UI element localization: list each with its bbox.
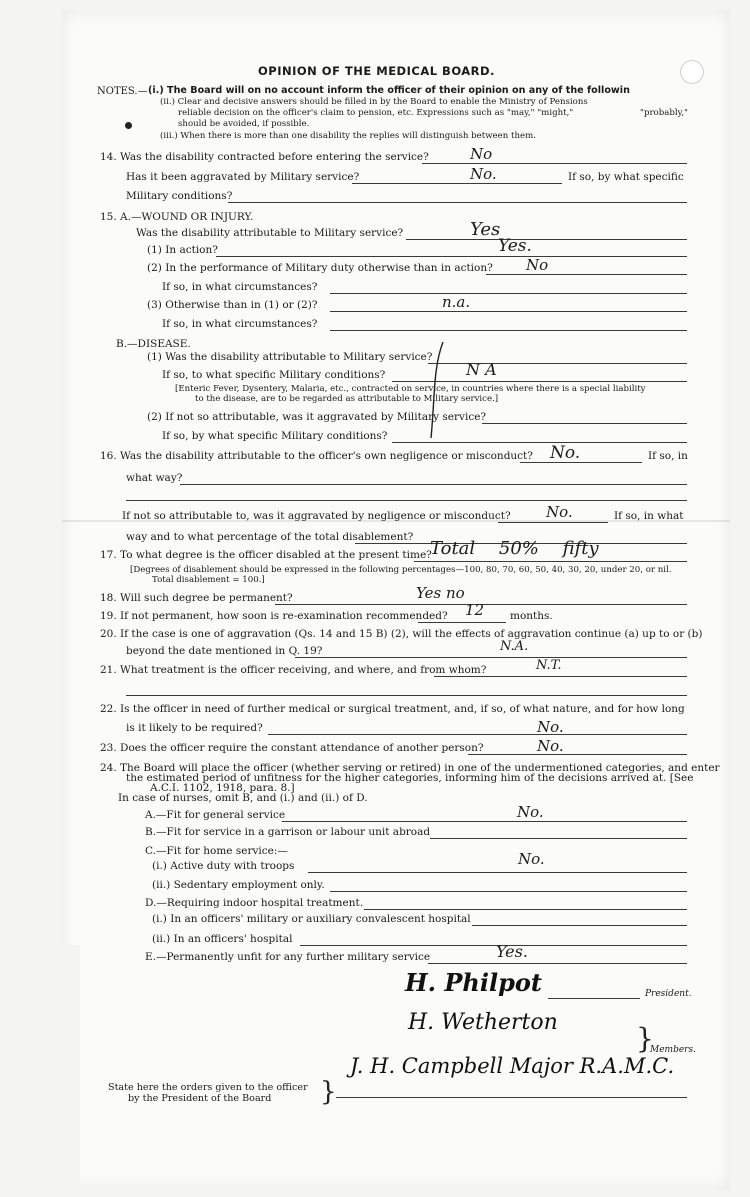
torn-edge <box>20 945 80 1195</box>
q14-b: Has it been aggravated by Military service? <box>126 171 360 183</box>
q21-answer: N.T. <box>536 658 562 673</box>
members-label: Members. <box>650 1045 696 1055</box>
q24-D-line <box>364 909 687 910</box>
q16-c-line <box>498 522 608 523</box>
q19-line <box>418 622 506 623</box>
note-ii-a: (ii.) Clear and decisive answers should be filled in by the Board to enable the Ministry of Pensions <box>160 97 588 107</box>
handwritten-brace-stroke <box>425 338 455 448</box>
q24-c: A.C.I. 1102, 1918, para. 8.] <box>150 782 295 794</box>
orders-b: by the President of the Board <box>128 1093 272 1104</box>
q23-line <box>468 754 687 755</box>
q15-a3-if: If so, in what circumstances? <box>162 318 318 330</box>
q24-B: B.—Fit for service in a garrison or labour unit abroad <box>145 826 431 838</box>
note-ii-c: should be avoided, if possible. <box>178 119 310 129</box>
q15-a2-if: If so, in what circumstances? <box>162 281 318 293</box>
orders-brace: } <box>320 1077 337 1107</box>
q17-line <box>414 561 687 562</box>
q24-d: In case of nurses, omit B, and (i.) and (ii.) of D. <box>118 792 368 804</box>
bullet-icon <box>125 122 132 129</box>
q17-a: 17. To what degree is the officer disabled at the present time? <box>100 549 432 561</box>
q24-Dii: (ii.) In an officers' hospital <box>152 933 293 945</box>
q15-a: Was the disability attributable to Military service? <box>136 227 404 239</box>
q14-a-line <box>422 163 687 164</box>
orders-line <box>336 1097 687 1098</box>
q16-c-answer: No. <box>546 503 573 521</box>
q15-a2-line <box>486 274 687 275</box>
q15-b1: (1) Was the disability attributable to Military service? <box>147 351 433 363</box>
q15-a3-if-line <box>330 330 687 331</box>
q24-E-line <box>428 963 687 964</box>
q20-line <box>295 657 687 658</box>
note-iii: (iii.) When there is more than one disability the replies will distinguish between them. <box>160 131 536 141</box>
q17-answer: Total 50% fifty <box>430 538 599 559</box>
q24-E-answer: Yes. <box>496 942 528 961</box>
q24-A-answer: No. <box>517 803 544 821</box>
q24-Dii-line <box>300 945 687 946</box>
q24-Ci: (i.) Active duty with troops <box>152 860 295 872</box>
q15-a2-answer: No <box>526 256 549 274</box>
q15-b-note1: [Enteric Fever, Dysentery, Malaria, etc., contracted on service, in countries where there is a special liability <box>175 384 646 394</box>
q14-c-line <box>228 202 687 203</box>
q23-answer: No. <box>537 737 564 755</box>
president-signature: H. Philpot <box>405 968 542 997</box>
q24-Di-line <box>472 925 687 926</box>
q15-a-answer: Yes <box>470 219 501 240</box>
q15-b1-if: If so, to what specific Military conditions? <box>162 369 386 381</box>
q14-b-tail: If so, by what specific <box>568 171 684 183</box>
note-i: (i.) The Board will on no account inform the officer of their opinion on any of the followin <box>148 85 630 96</box>
q17-note1: [Degrees of disablement should be expressed in the following percentages—100, 80, 70, 60, 50, 40, 30, 20, under 20, or nil. <box>130 565 672 575</box>
q14-a-answer: No <box>470 145 493 163</box>
form-title: OPINION OF THE MEDICAL BOARD. <box>258 64 495 78</box>
q16-b-line2 <box>126 500 687 501</box>
q15-b2: (2) If not so attributable, was it aggravated by Military service? <box>147 411 487 423</box>
q15-a3-answer: n.a. <box>442 293 471 311</box>
q20-answer: N.A. <box>500 639 529 654</box>
q19-answer: 12 <box>465 601 485 619</box>
q19-a: 19. If not permanent, how soon is re-examination recommended? <box>100 610 448 622</box>
q24-A-line <box>282 821 687 822</box>
q24-Ci-answer: No. <box>518 850 545 868</box>
q23-a: 23. Does the officer require the constant attendance of another person? <box>100 742 484 754</box>
q16-c-tail: If so, in what <box>614 510 684 522</box>
q21-line <box>434 676 687 677</box>
q24-E: E.—Permanently unfit for any further military service <box>145 951 431 963</box>
q16-a: 16. Was the disability attributable to the officer's own negligence or misconduct? <box>100 450 533 462</box>
q16-b: what way? <box>126 472 183 484</box>
q15-a3: (3) Otherwise than in (1) or (2)? <box>147 299 318 311</box>
q17-note2: Total disablement = 100.] <box>152 575 265 585</box>
q19-tail: months. <box>510 610 553 622</box>
q16-d: way and to what percentage of the total disablement? <box>126 531 414 543</box>
q20-a: 20. If the case is one of aggravation (Qs. 14 and 15 B) (2), will the effects of aggravation continue (a) up to or (b) <box>100 628 703 640</box>
q16-a-tail: If so, in <box>648 450 688 462</box>
notes-label: NOTES.— <box>97 86 148 97</box>
q16-a-line <box>520 462 642 463</box>
q24-A: A.—Fit for general service <box>145 809 286 821</box>
q15-a-line <box>406 239 687 240</box>
q15-b2-if: If so, by what specific Military conditions? <box>162 430 388 442</box>
member2-signature: J. H. Campbell Major R.A.M.C. <box>350 1054 675 1078</box>
q14-b-line <box>352 183 562 184</box>
q16-b-line <box>180 484 687 485</box>
q24-a: 24. The Board will place the officer (whether serving or retired) in one of the undermentioned categories, and enter <box>100 762 720 774</box>
q24-D: D.—Requiring indoor hospital treatment. <box>145 897 364 909</box>
q24-Cii-line <box>330 891 687 892</box>
q15-b2-line <box>482 423 687 424</box>
president-label: President. <box>645 989 692 999</box>
q15-b-head: B.—DISEASE. <box>116 338 191 350</box>
punch-hole <box>680 60 704 84</box>
q15-b-answer: N A <box>466 360 497 379</box>
member1-signature: H. Wetherton <box>408 1010 558 1035</box>
q15-a1-answer: Yes. <box>498 236 532 256</box>
q21-a: 21. What treatment is the officer receiving, and where, and from whom? <box>100 664 487 676</box>
president-line <box>548 998 640 999</box>
q24-b: the estimated period of unfitness for the higher categories, informing him of the decisions arrived at. [See <box>126 772 694 784</box>
q15-a1: (1) In action? <box>147 244 218 256</box>
q22-a: 22. Is the officer in need of further medical or surgical treatment, and, if so, of what nature, and for how long <box>100 703 685 715</box>
q22-line <box>268 734 687 735</box>
q22-b: is it likely to be required? <box>126 722 263 734</box>
orders-a: State here the orders given to the officer <box>108 1082 308 1093</box>
q14-a: 14. Was the disability contracted before entering the service? <box>100 151 429 163</box>
q24-Cii: (ii.) Sedentary employment only. <box>152 879 325 891</box>
q15-a2: (2) In the performance of Military duty otherwise than in action? <box>147 262 493 274</box>
q16-a-answer: No. <box>550 443 581 463</box>
q14-c: Military conditions? <box>126 190 233 202</box>
q21-line2 <box>126 695 687 696</box>
q22-answer: No. <box>537 718 564 736</box>
q20-b: beyond the date mentioned in Q. 19? <box>126 645 323 657</box>
note-probably: "probably," <box>640 108 689 118</box>
q18-answer: Yes no <box>416 584 465 602</box>
q24-C: C.—Fit for home service:— <box>145 845 288 857</box>
q15-head: 15. A.—WOUND OR INJURY. <box>100 211 254 223</box>
q24-Di: (i.) In an officers' military or auxiliary convalescent hospital <box>152 913 471 925</box>
q24-B-line <box>430 838 687 839</box>
q15-a1-line <box>216 256 687 257</box>
q24-Ci-line <box>308 872 687 873</box>
q14-b-answer: No. <box>470 165 497 183</box>
q15-b-note2: to the disease, are to be regarded as attributable to Military service.] <box>195 394 499 404</box>
q15-a3-line <box>330 311 687 312</box>
q16-c: If not so attributable to, was it aggravated by negligence or misconduct? <box>122 510 511 522</box>
q18-a: 18. Will such degree be permanent? <box>100 592 293 604</box>
members-brace: } <box>636 1022 654 1055</box>
note-ii-b: reliable decision on the officer's claim to pension, etc. Expressions such as "may," "might," <box>178 108 574 118</box>
q15-a2-if-line <box>330 293 687 294</box>
